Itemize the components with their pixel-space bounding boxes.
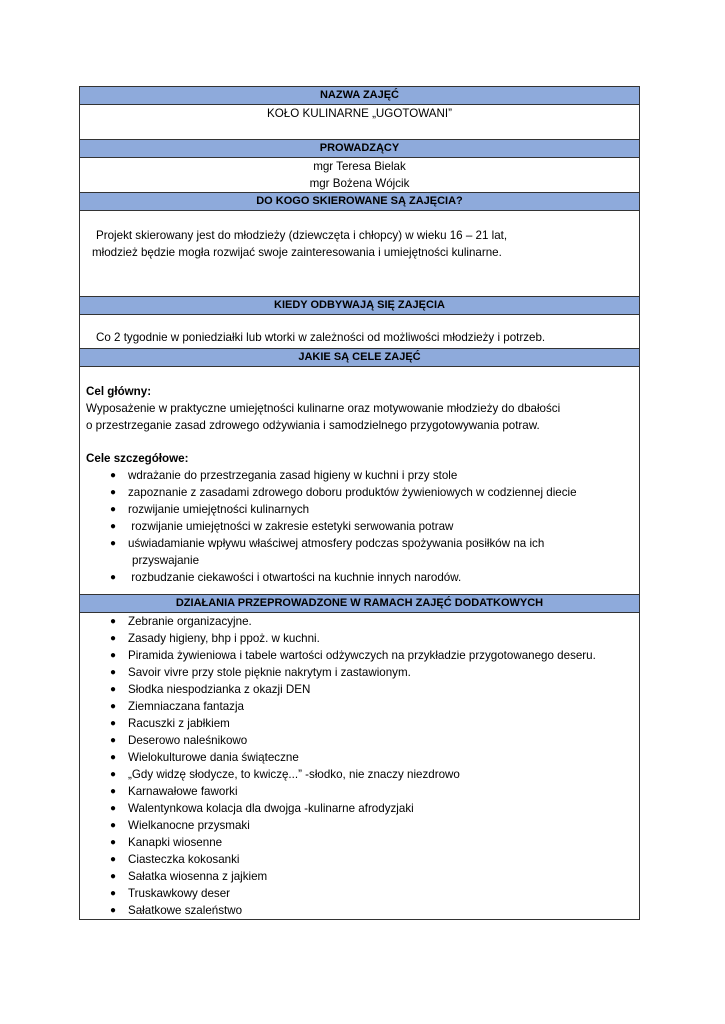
leaders-header: PROWADZĄCY xyxy=(80,140,639,158)
activity-item: ● Walentynkowa kolacja dla dwojga -kulinarne afrodyzjaki xyxy=(110,802,414,815)
bullet-icon: ● xyxy=(110,684,117,695)
activity-item: ● Sałatka wiosenna z jajkiem xyxy=(110,870,268,883)
audience-line-1: Projekt skierowany jest do młodzieży (dziewczęta i chłopcy) w wieku 16 – 21 lat, xyxy=(96,229,508,242)
bullet-icon: ● xyxy=(110,470,117,481)
bullet-icon: ● xyxy=(110,837,117,848)
leader-1: mgr Teresa Bielak xyxy=(313,160,406,173)
activity-item: ● Ciasteczka kokosanki xyxy=(110,853,240,866)
goals-header: JAKIE SĄ CELE ZAJĘĆ xyxy=(80,349,639,367)
activity-item: ● Deserowo naleśnikowo xyxy=(110,734,248,747)
activities-header: DZIAŁANIA PRZEPROWADZONE W RAMACH ZAJĘĆ DODATKOWYCH xyxy=(80,595,639,613)
activities-list xyxy=(80,613,639,919)
activity-item: ● „Gdy widzę słodycze, to kwiczę...” -słodko, nie znaczy niezdrowo xyxy=(110,768,460,781)
activity-item: ● Truskawkowy deser xyxy=(110,887,231,900)
bullet-icon: ● xyxy=(110,888,117,899)
activity-item: ● Zebranie organizacyjne. xyxy=(110,615,252,628)
bullet-icon: ● xyxy=(110,487,117,498)
audience-row xyxy=(80,211,639,297)
bullet-icon: ● xyxy=(110,803,117,814)
bullet-icon: ● xyxy=(110,769,117,780)
activity-item: ● Zasady higieny, bhp i ppoż. w kuchni. xyxy=(110,632,320,645)
main-goal-label: Cel główny: xyxy=(86,385,152,398)
activity-item: ● Słodka niespodzianka z okazji DEN xyxy=(110,683,311,696)
activity-item: ● Savoir vivre przy stole pięknie nakrytym i zastawionym. xyxy=(110,666,411,679)
list-item: ● wdrażanie do przestrzegania zasad higieny w kuchni i przy stole xyxy=(110,469,458,482)
list-item-continuation: przyswajanie xyxy=(132,554,200,567)
leaders-row xyxy=(80,158,639,193)
activity-item: ● Piramida żywieniowa i tabele wartości odżywczych na przykładzie przygotowanego deseru. xyxy=(110,649,596,662)
audience-header: DO KOGO SKIEROWANE SĄ ZAJĘCIA? xyxy=(80,193,639,211)
bullet-icon: ● xyxy=(110,718,117,729)
bullet-icon: ● xyxy=(110,521,117,532)
detailed-goals-list xyxy=(80,467,633,586)
when-header: KIEDY ODBYWAJĄ SIĘ ZAJĘCIA xyxy=(80,297,639,315)
main-goal-line-1: Wyposażenie w praktyczne umiejętności kulinarne oraz motywowanie młodzieży do dbałości xyxy=(86,402,561,415)
program-table xyxy=(79,86,640,920)
bullet-icon: ● xyxy=(110,871,117,882)
list-item: ● rozbudzanie ciekawości i otwartości na kuchnie innych narodów. xyxy=(110,571,462,584)
when-text: Co 2 tygodnie w poniedziałki lub wtorki w zależności od możliwości młodzieży i potrzeb. xyxy=(96,331,546,344)
list-item: ● rozwijanie umiejętności kulinarnych xyxy=(110,503,310,516)
activities-row xyxy=(80,613,639,919)
activity-name: KOŁO KULINARNE „UGOTOWANI” xyxy=(267,107,452,120)
bullet-icon: ● xyxy=(110,650,117,661)
bullet-icon: ● xyxy=(110,504,117,515)
audience-line-2: młodzież będzie mogła rozwijać swoje zainteresowania i umiejętności kulinarne. xyxy=(92,246,502,259)
bullet-icon: ● xyxy=(110,616,117,627)
activity-item: ● Ziemniaczana fantazja xyxy=(110,700,244,713)
list-item: ● zapoznanie z zasadami zdrowego doboru produktów żywieniowych w codziennej diecie xyxy=(110,486,577,499)
bullet-icon: ● xyxy=(110,701,117,712)
list-item: ● uświadamianie wpływu właściwej atmosfery podczas spożywania posiłków na ich xyxy=(110,537,545,550)
goals-row xyxy=(80,367,639,595)
leader-2: mgr Bożena Wójcik xyxy=(309,177,410,190)
activity-item: ● Kanapki wiosenne xyxy=(110,836,223,849)
name-header: NAZWA ZAJĘĆ xyxy=(80,87,639,105)
bullet-icon: ● xyxy=(110,820,117,831)
activity-item: ● Karnawałowe faworki xyxy=(110,785,238,798)
list-item: ● rozwijanie umiejętności w zakresie estetyki serwowania potraw xyxy=(110,520,454,533)
activity-item: ● Wielokulturowe dania świąteczne xyxy=(110,751,299,764)
bullet-icon: ● xyxy=(110,538,117,549)
bullet-icon: ● xyxy=(110,905,117,916)
bullet-icon: ● xyxy=(110,667,117,678)
when-row xyxy=(80,315,639,349)
name-row xyxy=(80,105,639,140)
bullet-icon: ● xyxy=(110,633,117,644)
activity-item: ● Wielkanocne przysmaki xyxy=(110,819,250,832)
bullet-icon: ● xyxy=(110,735,117,746)
bullet-icon: ● xyxy=(110,854,117,865)
bullet-icon: ● xyxy=(110,572,117,583)
activity-item: ● Racuszki z jabłkiem xyxy=(110,717,230,730)
detailed-goals-label: Cele szczegółowe: xyxy=(86,452,189,465)
main-goal-line-2: o przestrzeganie zasad zdrowego odżywiania i samodzielnego przygotowywania potraw. xyxy=(86,419,540,432)
activity-item: ● Sałatkowe szaleństwo xyxy=(110,904,243,917)
bullet-icon: ● xyxy=(110,752,117,763)
bullet-icon: ● xyxy=(110,786,117,797)
